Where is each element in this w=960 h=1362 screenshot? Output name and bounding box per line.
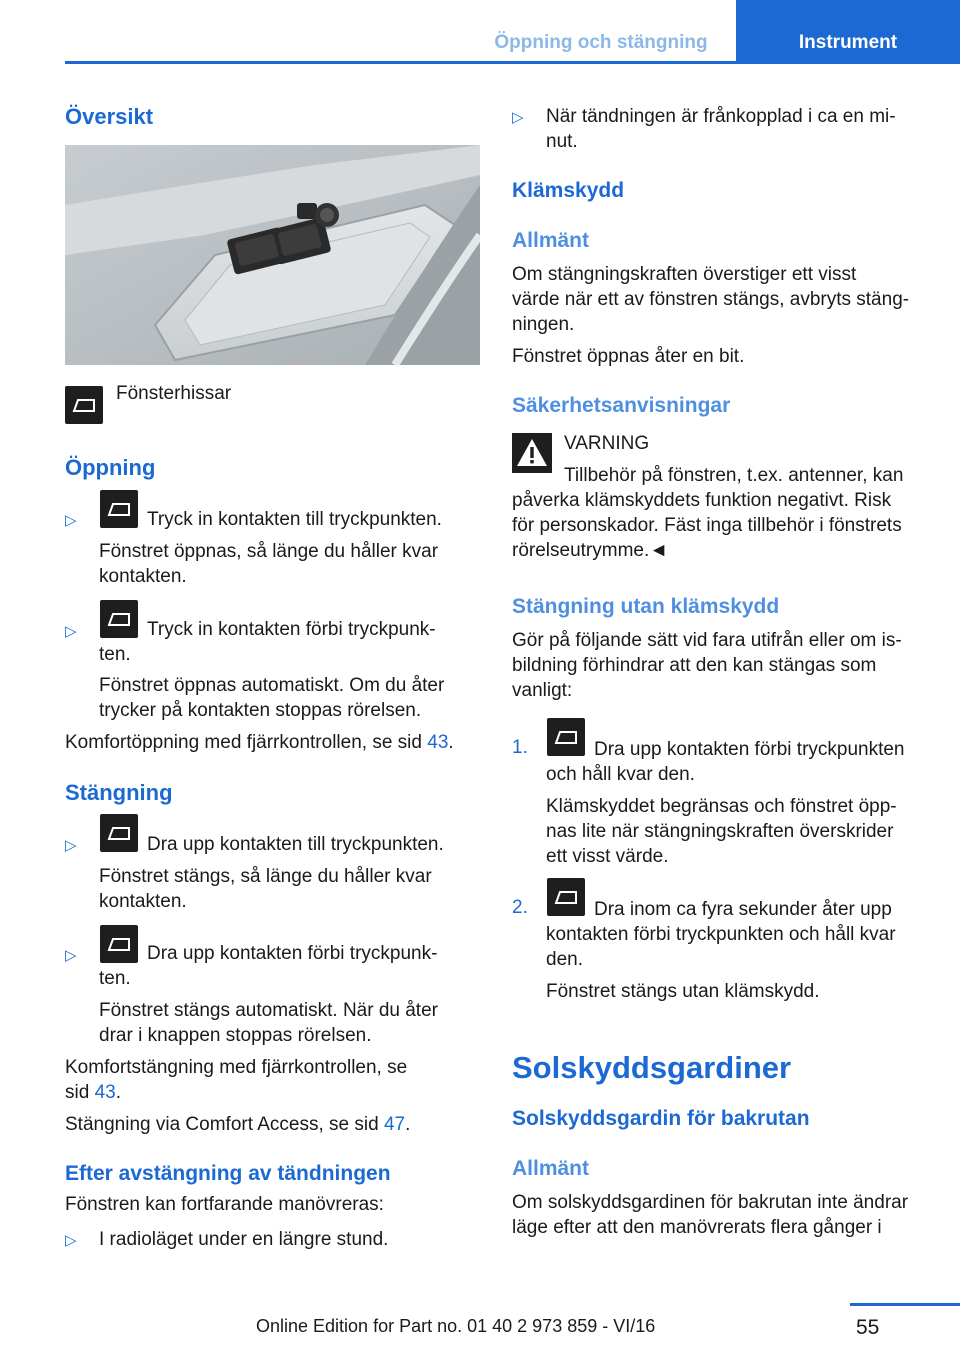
efter-text: Fönstren kan fortfarande manövreras: <box>65 1194 384 1215</box>
stangning-step2-desc: drar i knappen stoppas rörelsen. <box>99 1025 372 1046</box>
utan-text: vanligt: <box>512 680 573 701</box>
step1-desc: Klämskyddet begränsas och fönstret öpp- <box>546 796 897 817</box>
page-link[interactable]: 47 <box>383 1114 406 1135</box>
step1-desc: ett visst värde. <box>546 846 669 867</box>
stangning-step2-desc: Fönstret stängs automatiskt. När du åter <box>99 1000 438 1021</box>
step-number: 2. <box>512 897 528 918</box>
komfort-close-ref: sid 43. <box>65 1082 121 1103</box>
bullet-marker: ▷ <box>65 837 77 854</box>
window-switch-icon <box>547 878 585 916</box>
oppning-step2-desc: Fönstret öppnas automatiskt. Om du åter <box>99 675 445 696</box>
warning-icon <box>512 433 552 473</box>
footer-rule <box>850 1303 960 1306</box>
heading-stangning: Stängning <box>65 780 173 805</box>
step1-text: och håll kvar den. <box>546 764 695 785</box>
heading-sakerhet: Säkerhetsanvisningar <box>512 394 731 417</box>
oppning-step1-desc: kontakten. <box>99 566 187 587</box>
header-section-title: Öppning och stängning <box>494 32 708 53</box>
page-number: 55 <box>856 1316 880 1339</box>
komfort-close-ref: Komfortstängning med fjärrkontrollen, se <box>65 1057 408 1078</box>
efter-bullet: I radioläget under en längre stund. <box>99 1229 389 1250</box>
window-lifter-photo <box>65 145 480 365</box>
page-link[interactable]: 43 <box>427 732 449 753</box>
bullet-marker: ▷ <box>65 623 77 640</box>
allmant-text: värde när ett av fönstren stängs, avbryts stäng- <box>512 289 910 310</box>
window-switch-icon <box>100 925 138 963</box>
header-rule <box>65 61 960 64</box>
right-bullet: När tändningen är frånkopplad i ca en mi- <box>546 106 896 127</box>
allmant-text: Fönstret öppnas åter en bit. <box>512 346 745 367</box>
step2-text: kontakten förbi tryckpunkten och håll kvar <box>546 924 896 945</box>
allmant-text: ningen. <box>512 314 575 335</box>
window-switch-icon <box>100 814 138 852</box>
bullet-marker: ▷ <box>65 947 77 964</box>
oppning-step2: ten. <box>99 644 131 665</box>
stangning-step1-desc: kontakten. <box>99 891 187 912</box>
heading-klamskydd: Klämskydd <box>512 179 625 202</box>
bullet-marker: ▷ <box>65 512 77 529</box>
page-link[interactable]: 43 <box>94 1082 116 1103</box>
step2-desc: Fönstret stängs utan klämskydd. <box>546 981 820 1002</box>
allmant-text: Om stängningskraften överstiger ett visst <box>512 264 857 285</box>
heading-oppning: Öppning <box>65 455 156 480</box>
heading-allmant-2: Allmänt <box>512 1157 590 1180</box>
header-chapter-tab: Instrument <box>736 0 960 61</box>
warning-text: påverka klämskyddets funktion negativt. Risk <box>512 490 892 511</box>
oppning-step1-desc: Fönstret öppnas, så länge du håller kvar <box>99 541 439 562</box>
utan-text: bildning förhindrar att den kan stängas som <box>512 655 877 676</box>
bakrutan-text: Om solskyddsgardinen för bakrutan inte ändrar <box>512 1192 909 1213</box>
komfort-open-ref: Komfortöppning med fjärrkontrollen, se sid 43. <box>65 732 454 753</box>
window-switch-icon <box>100 600 138 638</box>
heading-solskyddsgardiner: Solskyddsgardiner <box>512 1050 792 1085</box>
stangning-step1-desc: Fönstret stängs, så länge du håller kvar <box>99 866 432 887</box>
oppning-step2-desc: trycker på kontakten stoppas rörelsen. <box>99 700 422 721</box>
footer-edition: Online Edition for Part no. 01 40 2 973 859 - VI/16 <box>256 1316 656 1336</box>
right-bullet: nut. <box>546 131 578 152</box>
warning-title: VARNING <box>564 433 650 454</box>
heading-efter-avstangning: Efter avstängning av tändningen <box>65 1162 391 1185</box>
window-switch-icon <box>547 718 585 756</box>
utan-text: Gör på följande sätt vid fara utifrån eller om is- <box>512 630 902 651</box>
step2-text: Dra inom ca fyra sekunder åter upp <box>594 899 892 920</box>
step1-text: Dra upp kontakten förbi tryckpunkten <box>594 739 905 760</box>
comfort-access-ref: Stängning via Comfort Access, se sid 47. <box>65 1114 411 1135</box>
oppning-step2: Tryck in kontakten förbi tryckpunk- <box>147 619 436 640</box>
bullet-marker: ▷ <box>512 109 524 126</box>
heading-bakrutan: Solskyddsgardin för bakrutan <box>512 1107 810 1130</box>
stangning-step1: Dra upp kontakten till tryckpunkten. <box>147 834 444 855</box>
step1-desc: nas lite när stängningskraften överskrider <box>546 821 894 842</box>
warning-text: Tillbehör på fönstren, t.ex. antenner, kan <box>564 465 904 486</box>
photo-caption: Fönsterhissar <box>116 383 232 404</box>
heading-utan-klamskydd: Stängning utan klämskydd <box>512 595 780 618</box>
stangning-step2: ten. <box>99 968 131 989</box>
bakrutan-text: läge efter att den manövrerats flera gånger i <box>512 1217 882 1238</box>
warning-text: rörelseutrymme.◄ <box>512 540 669 561</box>
heading-allmant: Allmänt <box>512 229 590 252</box>
warning-text: för personskador. Fäst inga tillbehör i fönstrets <box>512 515 902 536</box>
step2-text: den. <box>546 949 583 970</box>
bullet-marker: ▷ <box>65 1232 77 1249</box>
heading-oversikt: Översikt <box>65 104 154 129</box>
oppning-step1: Tryck in kontakten till tryckpunkten. <box>147 509 442 530</box>
window-switch-icon <box>100 490 138 528</box>
step-number: 1. <box>512 737 528 758</box>
window-switch-icon <box>65 386 103 424</box>
stangning-step2: Dra upp kontakten förbi tryckpunk- <box>147 943 438 964</box>
